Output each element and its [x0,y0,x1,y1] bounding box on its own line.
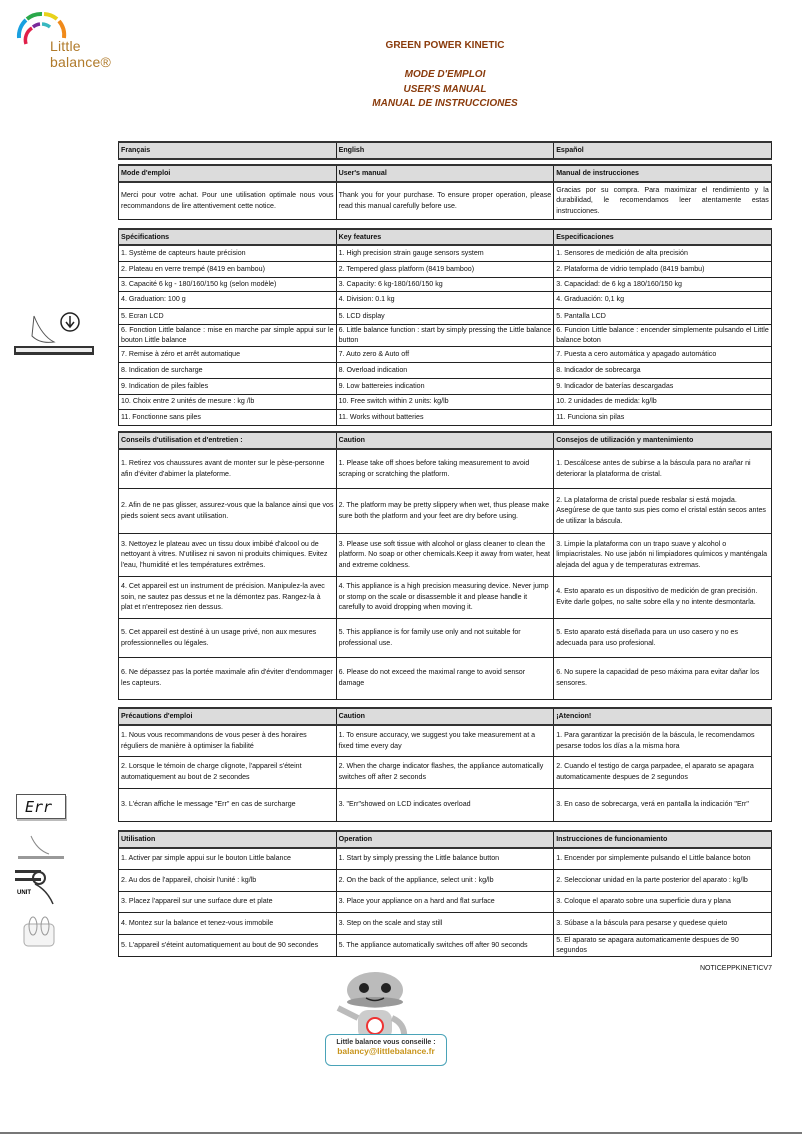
table-cell: 3. Limpie la plataforma con un trapo suave y alcohol o limpiacristales. No use jabón ni limpiadores químicos y manténgala alejada del agua y de temperaturas extremas. [554,533,772,576]
table-row [119,378,772,394]
table-cell: 3. L'écran affiche le message "Err" en cas de surcharge [119,788,337,821]
table-cell: 7. Puesta a cero automática y apagado automático [554,346,772,362]
title-fr: MODE D'EMPLOI [404,69,486,80]
table-cell: 3. Please use soft tissue with alcohol or glass cleaner to clean the platform. No soap or other chemicals.Keep it away from water, heat and extreme coldness. [336,533,554,576]
column-header: User's manual [336,165,554,182]
table-cell: Gracias por su compra. Para maximizar el rendimiento y la durabilidad, le recomendamos leer atentamente estas instrucciones. [554,182,772,219]
table-cell: 10. Free switch within 2 units: kg/lb [336,394,554,409]
table-cell: 5. L'appareil s'éteint automatiquement au bout de 90 secondes [119,934,337,956]
table-cell: Thank you for your purchase. To ensure proper operation, please read this manual carefully before use. [336,182,554,219]
column-header: Utilisation [119,831,337,848]
contact-email-link[interactable]: balancy@littlebalance.fr [337,1046,435,1056]
intro-table [118,164,772,220]
table-cell: 2. Lorsque le témoin de charge clignote, l'appareil s'éteint automatiquement au bout de 2 secondes [119,756,337,788]
table-cell: 3. Nettoyez le plateau avec un tissu doux imbibé d'alcool ou de nettoyant à vitres. N'utilisez ni savon ni produits chimiques. Evitez l'eau, l'humidité et les températures extrêmes. [119,533,337,576]
table-row [119,324,772,346]
table-cell: 2. Cuando el testigo de carga parpadee, el aparato se apagara automaticamente despues de 2 segundos [554,756,772,788]
table-row [119,756,772,788]
foot-on-scale-icon [16,834,66,862]
table-cell: 7. Remise à zéro et arrêt automatique [119,346,337,362]
table-cell: 5. Cet appareil est destiné à un usage privé, non aux mesures professionnelles ou légales. [119,618,337,657]
table-cell: 1. Sensores de medición de alta precisión [554,245,772,261]
table-cell: 11. Fonctionne sans piles [119,409,337,425]
table-cell: 6. Little balance function : start by simply pressing the Little balance button [336,324,554,346]
title-es: MANUAL DE INSTRUCCIONES [372,98,518,109]
table-cell: 9. Low battereies indication [336,378,554,394]
table-header-row [119,432,772,449]
specifications-table [118,228,772,426]
unit-switch-hand-icon [15,866,59,910]
table-cell: 3. "Err"showed on LCD indicates overload [336,788,554,821]
table-cell: 2. When the charge indicator flashes, the appliance automatically switches off after 2 seconds [336,756,554,788]
table-cell: 2. Au dos de l'appareil, choisir l'unité : kg/lb [119,869,337,891]
feet-on-scale-icon [18,912,58,948]
table-cell: 1. Descálcese antes de subirse a la báscula para no arañar ni deteriorar la plataforma de cristal. [554,449,772,488]
column-header: Mode d'emploi [119,165,337,182]
table-cell: 3. En caso de sobrecarga, verá en pantalla la indicación "Err" [554,788,772,821]
table-cell: 5. This appliance is for family use only and not suitable for professional use. [336,618,554,657]
table-header-row [119,142,772,159]
table-cell: 7. Auto zero & Auto off [336,346,554,362]
table-row [119,449,772,488]
table-row [119,291,772,308]
table-row [119,362,772,378]
table-cell: 8. Indication de surcharge [119,362,337,378]
table-cell: 8. Indicador de sobrecarga [554,362,772,378]
scale-button-press-icon [14,308,98,360]
table-cell: 4. Graduation: 100 g [119,291,337,308]
column-header: English [336,142,554,159]
table-cell: 2. On the back of the appliance, select unit : kg/lb [336,869,554,891]
table-row [119,346,772,362]
table-cell: 1. Retirez vos chaussures avant de monter sur le pèse-personne afin d'éviter d'abimer la plateforme. [119,449,337,488]
table-cell: 9. Indicador de baterías descargadas [554,378,772,394]
table-cell: 11. Funciona sin pilas [554,409,772,425]
table-cell: 4. Esto aparato es un dispositivo de medición de gran precisión. Evite darle golpes, no salte sobre ella y no intente desmontarla. [554,576,772,618]
table-cell: 6. Fonction Little balance : mise en marche par simple appui sur le bouton Little balance [119,324,337,346]
table-cell: 1. Nous vous recommandons de vous peser à des horaires réguliers de manière à optimiser la fiabilité [119,725,337,756]
table-row [119,657,772,699]
table-header-row [119,165,772,182]
table-cell: 5. LCD display [336,308,554,324]
table-cell: 2. Plataforma de vidrio templado (8419 bambu) [554,261,772,277]
column-header: Conseils d'utilisation et d'entretien : [119,432,337,449]
table-row [119,618,772,657]
table-row [119,788,772,821]
table-cell: 3. Capacity: 6 kg-180/160/150 kg [336,277,554,291]
table-cell: 2. The platform may be pretty slippery when wet, thus please make sure both the platform and your feet are dry before using. [336,488,554,533]
table-row [119,576,772,618]
mascot-advice-bubble [325,1034,447,1066]
table-header-row [119,831,772,848]
table-cell: 3. Súbase a la báscula para pesarse y quedese quieto [554,912,772,934]
title-en: USER'S MANUAL [403,83,487,95]
table-row [119,934,772,956]
operation-table [118,830,772,957]
column-header: Spécifications [119,229,337,245]
table-header-row [119,708,772,725]
column-header: Caution [336,708,554,725]
table-cell: 1. Activer par simple appui sur le bouton Little balance [119,848,337,869]
table-cell: 3. Placez l'appareil sur une surface dure et plate [119,891,337,912]
table-cell: 10. 2 unidades de medida: kg/lb [554,394,772,409]
little-balance-logo: Little balance® [14,8,134,54]
column-header: Español [554,142,772,159]
table-cell: 4. This appliance is a high precision measuring device. Never jump or stomp on the scale or disassemble it and please handle it carefully to avoid dropping when moving it. [336,576,554,618]
table-cell: 1. High precision strain gauge sensors system [336,245,554,261]
table-cell: 10. Choix entre 2 unités de mesure : kg /lb [119,394,337,409]
table-cell: 1. To ensure accuracy, we suggest you take measurement at a fixed time every day [336,725,554,756]
table-cell: 5. El aparato se apagara automaticamente despues de 90 segundos [554,934,772,956]
table-row [119,277,772,291]
table-cell: 6. Funcion Little balance : encender simplemente pulsando el Little balance boton [554,324,772,346]
table-cell: Merci pour votre achat. Pour une utilisation optimale nous vous recommandons de lire attentivement cette notice. [119,182,337,219]
table-cell: 8. Overload indication [336,362,554,378]
table-row [119,725,772,756]
table-row [119,394,772,409]
table-cell: 9. Indication de piles faibles [119,378,337,394]
lcd-err-display: Err [16,794,66,819]
table-row [119,891,772,912]
table-row [119,912,772,934]
table-cell: 1. Encender por simplemente pulsando el Little balance boton [554,848,772,869]
manual-titles [330,68,560,112]
table-row [119,245,772,261]
column-header: ¡Atencion! [554,708,772,725]
table-cell: 11. Works without batteries [336,409,554,425]
column-header: Précautions d'emploi [119,708,337,725]
table-row [119,409,772,425]
table-row [119,308,772,324]
languages-table [118,141,772,160]
table-cell: 2. Tempered glass platform (8419 bamboo) [336,261,554,277]
table-cell: 5. Ecran LCD [119,308,337,324]
table-row [119,261,772,277]
table-row [119,488,772,533]
table-cell: 2. La plataforma de cristal puede resbalar si está mojada. Asegúrese de que tanto sus pies como el cristal están secos antes de utilizar la báscula. [554,488,772,533]
table-cell: 3. Step on the scale and stay still [336,912,554,934]
column-header: Caution [336,432,554,449]
table-row [119,533,772,576]
table-cell: 3. Capacidad: de 6 kg a 180/160/150 kg [554,277,772,291]
table-cell: 6. Please do not exceed the maximal range to avoid sensor damage [336,657,554,699]
table-cell: 1. Para garantizar la precisión de la báscula, le recomendamos pesarse todos los días a la misma hora [554,725,772,756]
column-header: Français [119,142,337,159]
table-cell: 3. Place your appliance on a hard and flat surface [336,891,554,912]
table-cell: 4. Division: 0.1 kg [336,291,554,308]
table-cell: 2. Seleccionar unidad en la parte posterior del aparato : kg/lb [554,869,772,891]
table-cell: 1. Système de capteurs haute précision [119,245,337,261]
table-cell: 3. Coloque el aparato sobre una superficie dura y plana [554,891,772,912]
table-row [119,848,772,869]
table-header-row [119,229,772,245]
table-cell: 6. No supere la capacidad de peso máxima para evitar dañar los sensores. [554,657,772,699]
unit-label: UNIT [17,890,31,896]
mascot-advice-text: Little balance vous conseille : [336,1039,436,1046]
table-cell: 4. Cet appareil est un instrument de précision. Manipulez-la avec soin, ne sautez pas dessus et ne la démontez pas. Rangez-la à plat et n'entreposez rien dessus. [119,576,337,618]
table-cell: 1. Start by simply pressing the Little balance button [336,848,554,869]
column-header: Consejos de utilización y mantenimiento [554,432,772,449]
column-header: Manual de instrucciones [554,165,772,182]
table-cell: 5. The appliance automatically switches off after 90 seconds [336,934,554,956]
table-cell: 5. Pantalla LCD [554,308,772,324]
table-cell: 3. Capacité 6 kg - 180/160/150 kg (selon modèle) [119,277,337,291]
care-tips-table [118,431,772,700]
table-cell: 2. Plateau en verre trempé (8419 en bambou) [119,261,337,277]
table-cell: 6. Ne dépassez pas la portée maximale afin d'éviter d'endommager les capteurs. [119,657,337,699]
column-header: Instrucciones de funcionamiento [554,831,772,848]
table-cell: 2. Afin de ne pas glisser, assurez-vous que la balance ainsi que vos pieds soient secs avant utilisation. [119,488,337,533]
table-cell: 5. Esto aparato está diseñada para un uso casero y no es adecuada para uso profesional. [554,618,772,657]
table-cell: 4. Graduación: 0,1 kg [554,291,772,308]
table-cell: 4. Montez sur la balance et tenez-vous immobile [119,912,337,934]
document-reference: NOTICEPPKINETICV7 [700,965,772,972]
table-cell: 1. Please take off shoes before taking measurement to avoid scraping or scratching the platform. [336,449,554,488]
product-name: GREEN POWER KINETIC [385,40,505,51]
precautions-table [118,707,772,822]
column-header: Operation [336,831,554,848]
column-header: Key features [336,229,554,245]
table-row [119,182,772,219]
table-row [119,869,772,891]
column-header: Especificaciones [554,229,772,245]
